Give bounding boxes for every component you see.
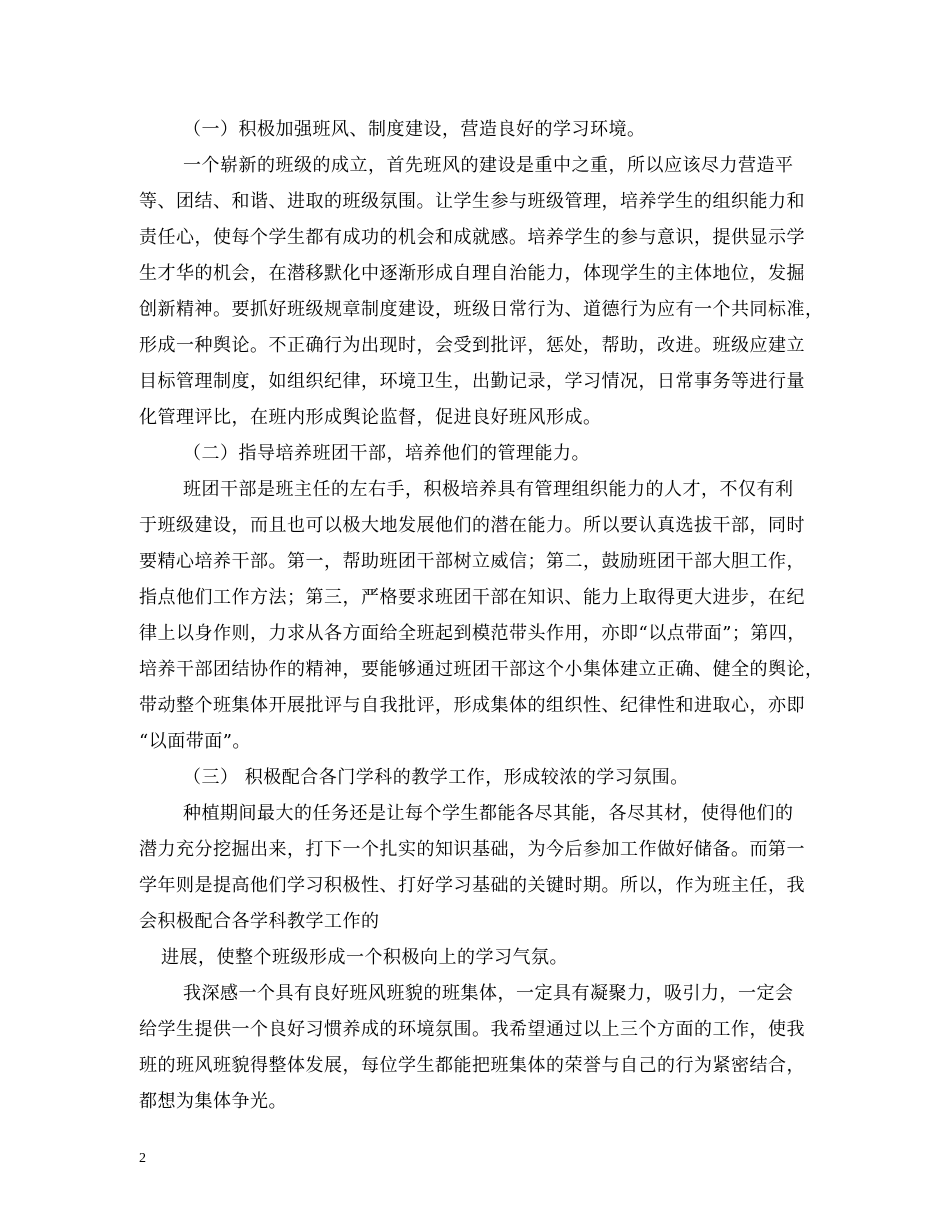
paragraph-line: 一个崭新的班级的成立，首先班风的建设是重中之重，所以应该尽力营造平 [183, 155, 794, 176]
paragraph-line: 带动整个班集体开展批评与自我批评，形成集体的组织性、纪律性和进取心，亦即 [139, 695, 805, 716]
paragraph-line: 会积极配合各学科教学工作的 [139, 911, 380, 932]
paragraph-line: 目标管理制度，如组织纪律，环境卫生，出勤记录，学习情况，日常事务等进行量 [139, 371, 805, 392]
paragraph-line: 化管理评比，在班内形成舆论监督，促进良好班风形成。 [139, 407, 602, 428]
section-heading-2: （二）指导培养班团干部，培养他们的管理能力。 [183, 443, 590, 464]
paragraph-line: 都想为集体争光。 [139, 1091, 287, 1112]
paragraph-line: 指点他们工作方法；第三，严格要求班团干部在知识、能力上取得更大进步，在纪 [139, 587, 805, 608]
paragraph-line: 于班级建设，而且也可以极大地发展他们的潜在能力。所以要认真选拔干部，同时 [139, 515, 805, 536]
paragraph-line: 要精心培养干部。第一，帮助班团干部树立威信；第二，鼓励班团干部大胆工作， [139, 551, 805, 572]
paragraph-line: 生才华的机会，在潜移默化中逐渐形成自理自治能力，体现学生的主体地位，发掘 [139, 263, 805, 284]
paragraph-line: 等、团结、和谐、进取的班级氛围。让学生参与班级管理，培养学生的组织能力和 [139, 191, 805, 212]
paragraph-line: 潜力充分挖掘出来，打下一个扎实的知识基础，为今后参加工作做好储备。而第一 [139, 839, 805, 860]
paragraph-line: 培养干部团结协作的精神，要能够通过班团干部这个小集体建立正确、健全的舆论， [139, 659, 824, 680]
paragraph-line: “以面带面”。 [139, 731, 251, 752]
paragraph-line: 学年则是提高他们学习积极性、打好学习基础的关键时期。所以，作为班主任，我 [139, 875, 805, 896]
section-heading-3: （三） 积极配合各门学科的教学工作，形成较浓的学习氛围。 [183, 767, 689, 788]
paragraph-line: 责任心，使每个学生都有成功的机会和成就感。培养学生的参与意识，提供显示学 [139, 227, 805, 248]
paragraph-line: 我深感一个具有良好班风班貌的班集体，一定具有凝聚力，吸引力，一定会 [183, 983, 794, 1004]
section-heading-1: （一）积极加强班风、制度建设，营造良好的学习环境。 [183, 119, 646, 140]
paragraph-line: 班团干部是班主任的左右手，积极培养具有管理组织能力的人才，不仅有利 [183, 479, 794, 500]
paragraph-line: 班的班风班貌得整体发展，每位学生都能把班集体的荣誉与自己的行为紧密结合， [139, 1055, 805, 1076]
paragraph-line: 形成一种舆论。不正确行为出现时，会受到批评，惩处，帮助，改进。班级应建立 [139, 335, 805, 356]
paragraph-line: 律上以身作则，力求从各方面给全班起到模范带头作用，亦即“以点带面”；第四， [139, 623, 806, 644]
paragraph-line: 进展，使整个班级形成一个积极向上的学习气氛。 [161, 947, 568, 968]
paragraph-line: 给学生提供一个良好习惯养成的环境氛围。我希望通过以上三个方面的工作，使我 [139, 1019, 805, 1040]
page-number: 2 [139, 1151, 146, 1166]
paragraph-line: 创新精神。要抓好班级规章制度建设，班级日常行为、道德行为应有一个共同标准， [139, 299, 824, 320]
paragraph-line: 种植期间最大的任务还是让每个学生都能各尽其能，各尽其材，使得他们的 [183, 803, 794, 824]
